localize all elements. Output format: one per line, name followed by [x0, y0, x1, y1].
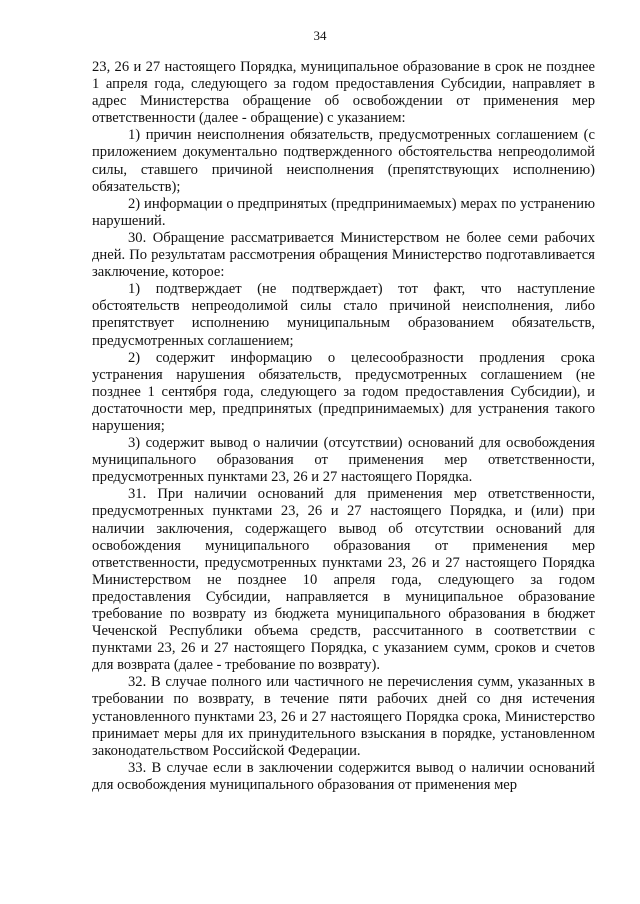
document-body — [92, 59, 595, 794]
paragraph-item-1: 1) причин неисполнения обязательств, предусмотренных соглашением (с приложением документально подтвержденного обстоятельства непреодолимой силы, ставшего причиной неисполнения (препятствующих исполнению) обязательств); — [92, 127, 595, 195]
paragraph-32: 32. В случае полного или частичного не перечисления сумм, указанных в требовании по возврату, в течение пяти рабочих дней со дня истечения установленного пунктами 23, 26 и 27 настоящего Порядка срока, Министерство принимает меры для их принудительного взыскания в порядке, установленном законодательством Российской Федерации. — [92, 674, 595, 759]
paragraph-item-2: 2) информации о предпринятых (предпринимаемых) мерах по устранению нарушений. — [92, 195, 595, 229]
paragraph-30-item-3: 3) содержит вывод о наличии (отсутствии) оснований для освобождения муниципального образования от применения мер ответственности, предусмотренных пунктами 23, 26 и 27 настоящего Порядка. — [92, 435, 595, 486]
paragraph-continuation: 23, 26 и 27 настоящего Порядка, муниципальное образование в срок не позднее 1 апреля года, следующего за годом предоставления Субсидии, направляет в адрес Министерства обращение об освобождении от применения мер ответственности (далее - обращение) с указанием: — [92, 59, 595, 127]
page-number: 34 — [313, 28, 327, 43]
paragraph-33: 33. В случае если в заключении содержится вывод о наличии оснований для освобождения муниципального образования от применения мер — [92, 759, 595, 793]
paragraph-30-item-2: 2) содержит информацию о целесообразности продления срока устранения нарушения обязательств, предусмотренных соглашением (не позднее 1 сентября года, следующего за годом предоставления Субсидии), и достаточности мер, предпринятых (предпринимаемых) для устранения такого нарушения; — [92, 349, 595, 434]
paragraph-31: 31. При наличии оснований для применения мер ответственности, предусмотренных пунктами 23, 26 и 27 настоящего Порядка, и (или) при наличии заключения, содержащего вывод об отсутствии оснований для освобождения муниципального образования от применения мер ответственности, предусмотренных пунктами 23, 26 и 27 настоящего Порядка Министерством не позднее 10 апреля года, следующего за годом предоставления Субсидии, направляется в муниципальное образование требование по возврату из бюджета муниципального образования в бюджет Чеченской Республики объема средств, рассчитанного в соответствии с пунктами 23, 26 и 27 настоящего Порядка, с указанием сумм, сроков и счетов для возврата (далее - требование по возврату). — [92, 486, 595, 674]
paragraph-30-item-1: 1) подтверждает (не подтверждает) тот факт, что наступление обстоятельств непреодолимой силы стало причиной неисполнения, либо препятствует исполнению муниципальным образованием обязательств, предусмотренных соглашением; — [92, 281, 595, 349]
paragraph-30: 30. Обращение рассматривается Министерством не более семи рабочих дней. По результатам рассмотрения обращения Министерство подготавливается заключение, которое: — [92, 229, 595, 281]
